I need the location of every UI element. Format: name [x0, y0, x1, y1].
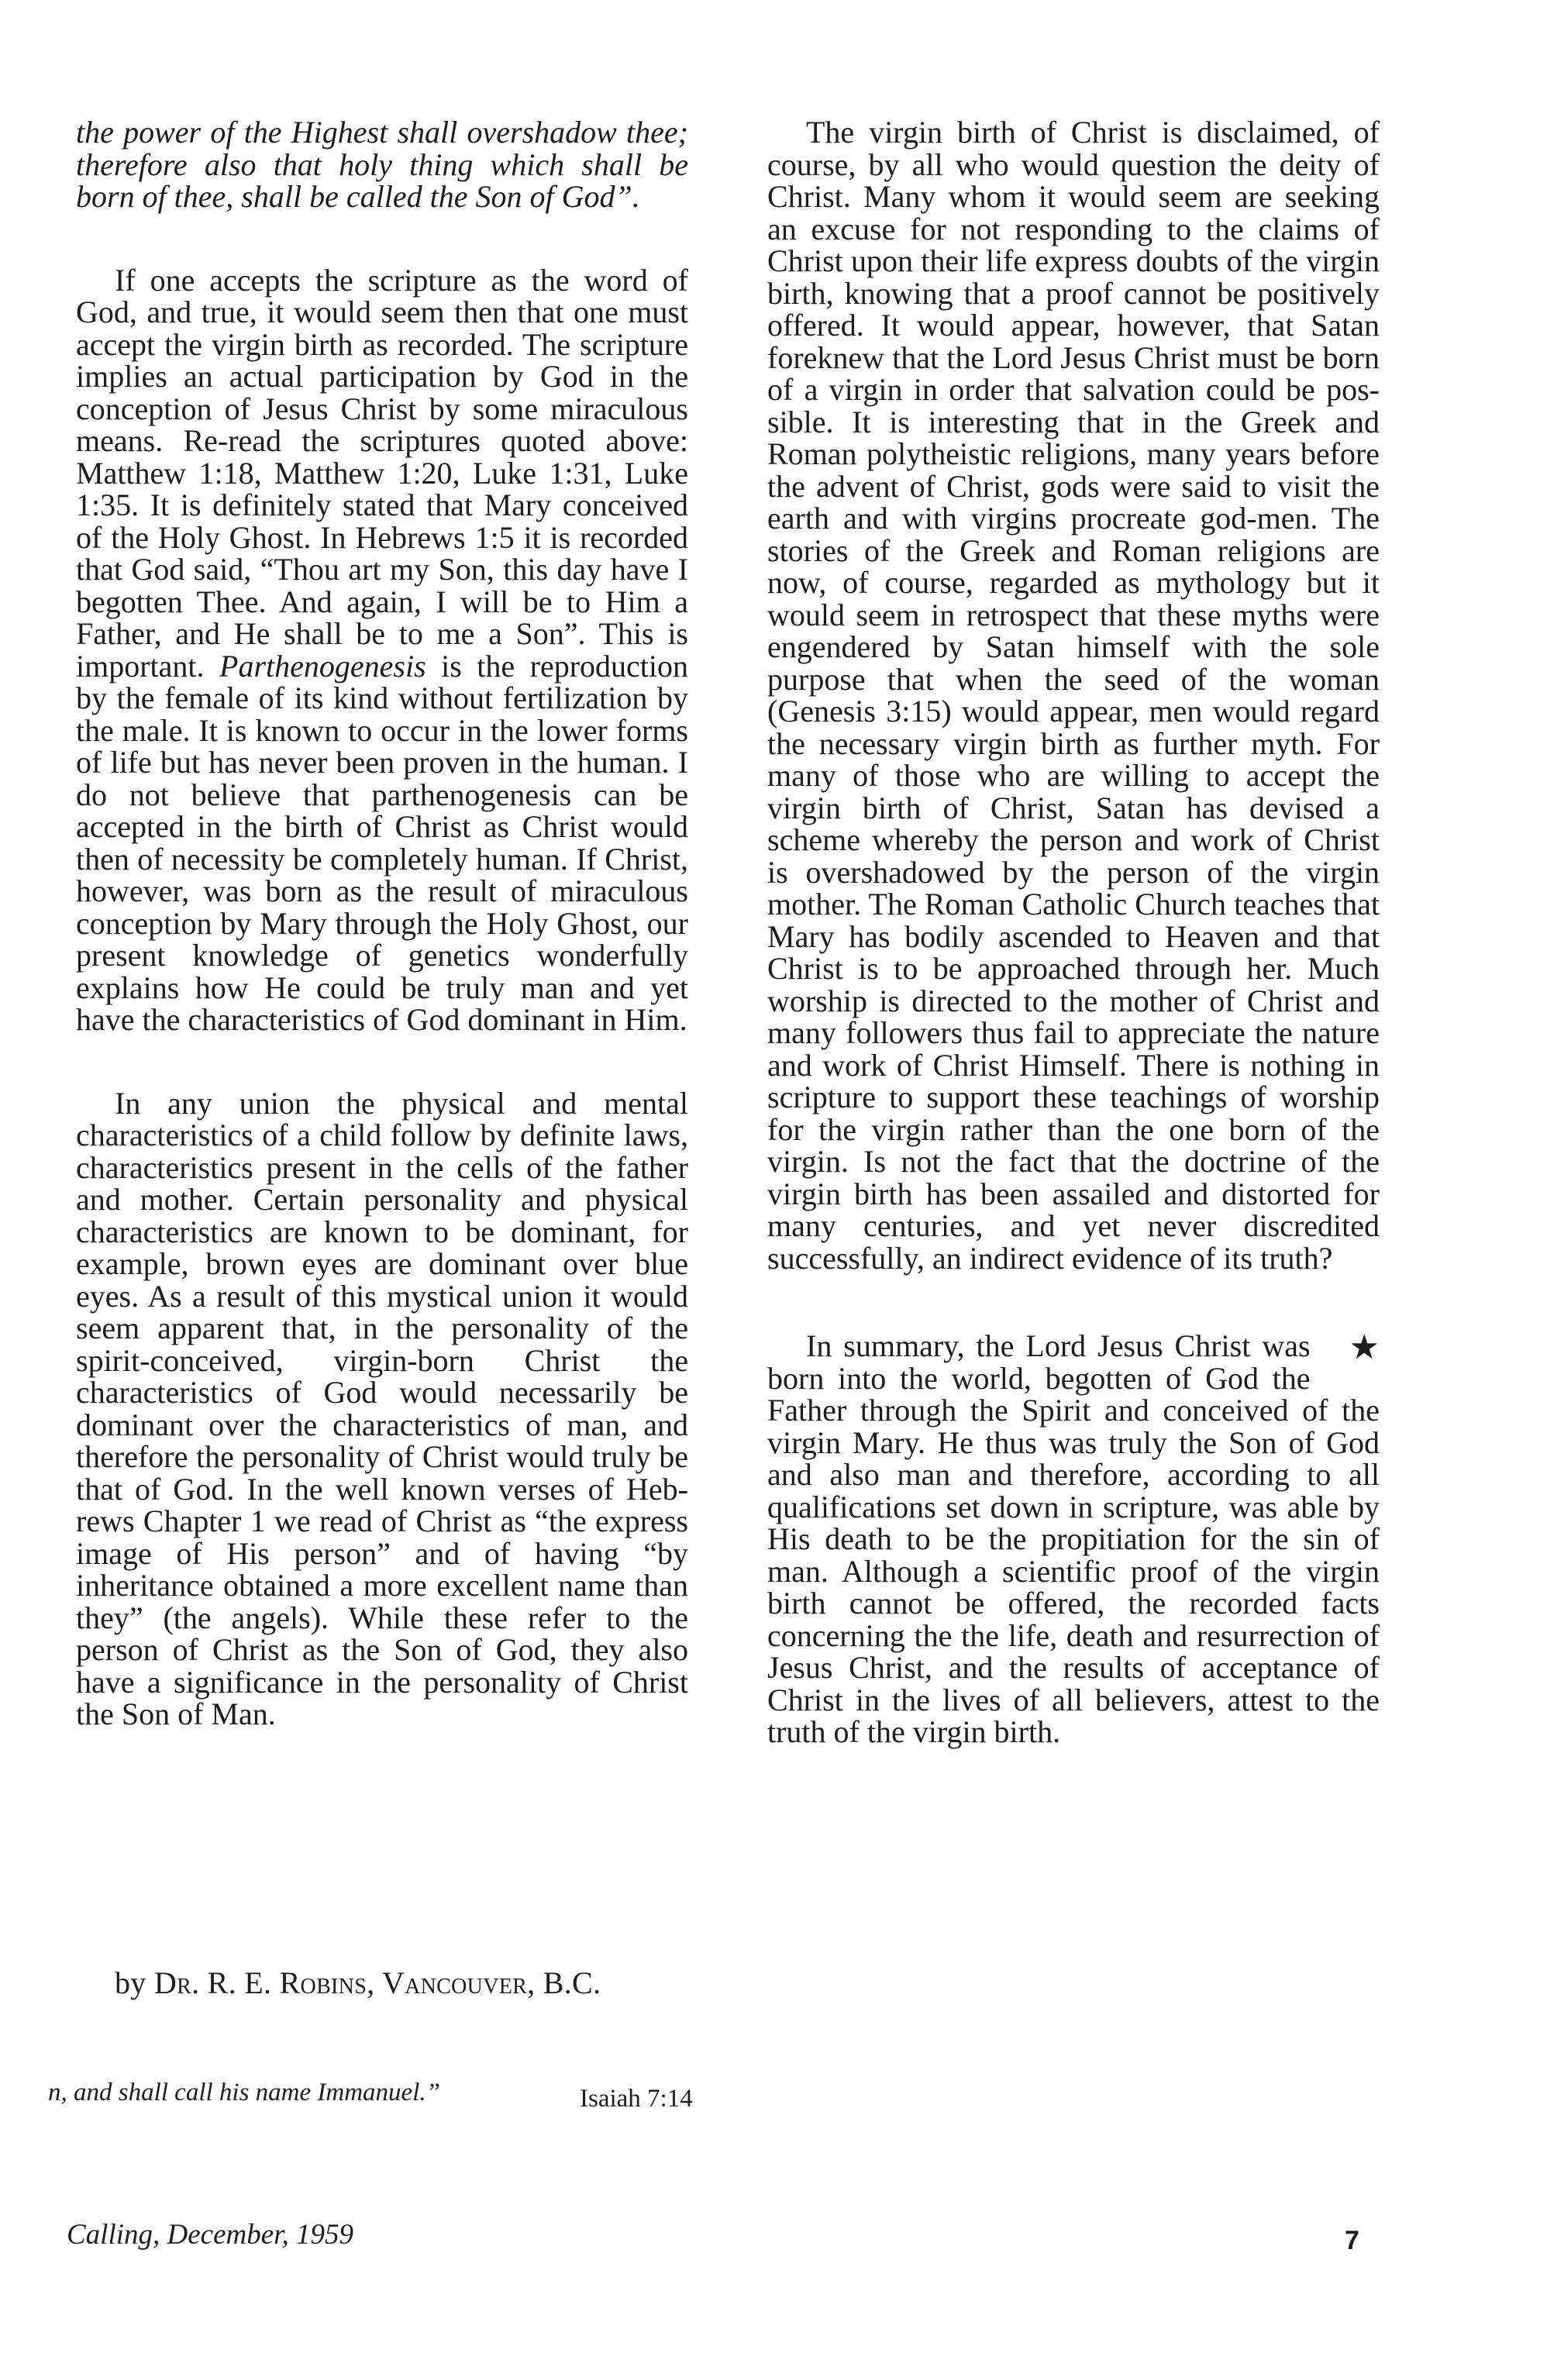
end-star-icon: ★ — [1349, 1328, 1380, 1366]
verse-reference: Isaiah 7:14 — [580, 2085, 693, 2113]
paragraph-scripture-acceptance — [76, 264, 688, 1036]
verse-fragment: n, and shall call his name Immanuel.” — [48, 2079, 440, 2106]
paragraph-text: If one accepts the scripture as the word of God, and true, it would seem then that one must accept the virgin birth as recorded. The scripture implies an actual participation by God in the conception of Jesus Christ by some miraculous means. Re-read the scriptures quoted above: Matthew 1:18, Matthew 1:20, Luke 1:31, Luke 1:35. It is definitely stated that Mary conceived of the Holy Ghost. In Hebrews 1:5 it is recorded that God said, “Thou art my Son, this day have I begotten Thee. And again, I will be to Him a Father, and He shall be to me a Son”. This is important. — [76, 262, 688, 684]
right-column — [767, 116, 1380, 1748]
page-number: 7 — [1345, 2226, 1359, 2255]
publication-footer: Calling, December, 1959 — [67, 2219, 353, 2251]
byline-prefix: by — [115, 1965, 154, 2000]
paragraph-text-cont: is the reproduction by the female of its kind without fertilization by the male. It is known to occur in the lower forms of life but has never been proven in the human. I do not believe that parthenogenesis can be accepted in the birth of Christ as Christ would then of necessity be completely human. If Christ, however, was born as the result of miraculous conception by Mary through the Holy Ghost, our present knowledge of genetics wonderfully explains how He could be truly man and yet have the characteristics of God dominant in Him. — [76, 648, 689, 1037]
parthenogenesis-term: Parthenogenesis — [219, 648, 426, 684]
scripture-quote-tail: the power of the Highest shall overshadow thee; therefore also that holy thing which shall be born of thee, shall be called the Son of God”. — [76, 115, 688, 214]
left-column — [76, 116, 688, 1731]
paragraph-summary — [767, 1330, 1380, 1748]
author-byline — [115, 1965, 601, 2001]
paragraph-virgin-birth-disclaimed: The virgin birth of Christ is disclaimed, of course, by all who would question the deity of Christ. Many whom it would seem are seeking an excuse for not responding to the claims of Christ upon their life express doubts of the virgin birth, knowing that a proof cannot be positively offered. It would appear, however, that Satan foreknew that the Lord Jesus Christ must be born of a virgin in order that salvation could be possible. It is interesting that in the Greek and Roman polytheistic religions, many years before the advent of Christ, gods were said to visit the earth and with virgins procreate god-men. The stories of the Greek and Roman religions are now, of course, regarded as mythology but it would seem in retrospect that these myths were engendered by Satan himself with the sole purpose that when the seed of the woman (Genesis 3:15) would appear, men would regard the necessary virgin birth as further myth. For many of those who are willing to accept the virgin birth of Christ, Satan has devised a scheme whereby the person and work of Christ is overshadowed by the person of the virgin mother. The Roman Catholic Church teaches that Mary has bodily ascended to Heaven and that Christ is to be approached through her. Much worship is directed to the mother of Christ and many followers thus fail to appreciate the nature and work of Christ Himself. There is nothing in scripture to support these teachings of worship for the virgin rather than the one born of the virgin. Is not the fact that the doctrine of the virgin birth has been assailed and distorted for many centuries, and yet never discredited successfully, an indirect evidence of its truth? — [767, 115, 1380, 1276]
byline-author: Dr. R. E. Robins, Vancouver, B.C. — [153, 1965, 601, 2000]
paragraph-genetics: In any union the physical and mental characteristics of a child follow by definite laws, characteristics present in the cells of the father and mother. Certain personality and physical characteristics are known to be dominant, for example, brown eyes are dominant over blue eyes. As a result of this mystical union it would seem apparent that, in the personality of the spirit-conceived, virgin-born Christ the characteristics of God would necessarily be dominant over the characteristics of man, and therefore the personality of Christ would truly be that of God. In the well known verses of Hebrews Chapter 1 we read of Christ as “the express image of His person” and of having “by inheritance obtained a more excellent name than they” (the angels). While these refer to the person of Christ as the Son of God, they also have a significance in the personality of Christ the Son of Man. — [76, 1085, 688, 1731]
summary-text: In summary, the Lord Jesus Christ was born into the world, begotten of God the Father through the Spirit and conceived of the virgin Mary. He thus was truly the Son of God and also man and therefore, according to all qualifications set down in scripture, was able by His death to be the propitiation for the sin of man. Although a scientific proof of the virgin birth cannot be offered, the recorded facts concerning the the life, death and resurrection of Jesus Christ, and the results of acceptance of Christ in the lives of all believers, attest to the truth of the virgin birth. — [767, 1328, 1380, 1749]
